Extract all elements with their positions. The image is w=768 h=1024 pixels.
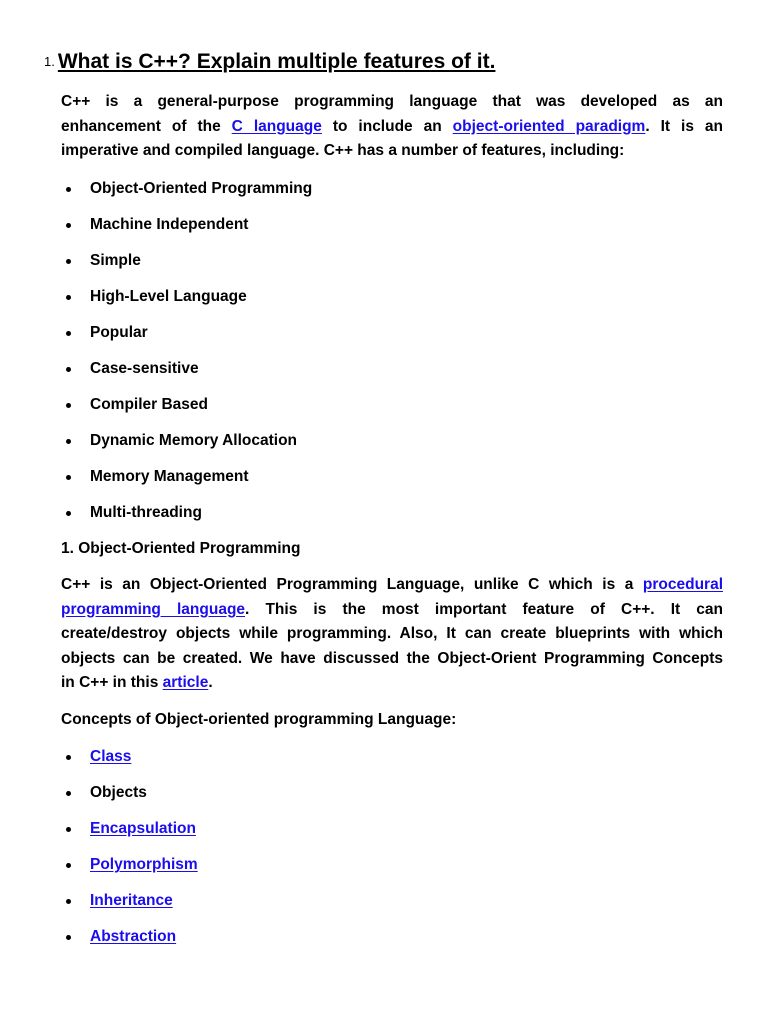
features-list <box>0 177 768 537</box>
bullet-icon <box>66 187 71 192</box>
oop-text: C++ is an Object-Oriented Programming Language, unlike C which is a <box>61 576 643 593</box>
bullet-icon <box>66 863 71 868</box>
concept-link-polymorphism[interactable]: Polymorphism <box>90 856 198 873</box>
feature-label: Memory Management <box>90 468 249 485</box>
feature-item <box>0 249 768 285</box>
page-heading <box>44 50 495 74</box>
feature-label: Machine Independent <box>90 216 249 233</box>
section-1-title: 1. Object-Oriented Programming <box>61 540 301 557</box>
feature-label: Case-sensitive <box>90 360 199 377</box>
concept-item <box>0 925 768 961</box>
intro-text: enhancement of the <box>61 117 232 135</box>
bullet-icon <box>66 367 71 372</box>
concept-link-abstraction[interactable]: Abstraction <box>90 928 177 945</box>
bullet-icon <box>66 899 71 904</box>
feature-label: Object-Oriented Programming <box>90 180 313 197</box>
bullet-icon <box>66 331 71 336</box>
c-language-link[interactable]: C language <box>231 117 322 135</box>
intro-line-1: C++ is a general-purpose programming language that was developed as an <box>61 93 723 110</box>
oop-text: . <box>208 674 213 691</box>
concept-item <box>0 889 768 925</box>
concept-item <box>0 781 768 817</box>
bullet-icon <box>66 755 71 760</box>
feature-label: Popular <box>90 324 148 341</box>
bullet-icon <box>66 295 71 300</box>
concept-label-objects: Objects <box>90 784 147 801</box>
feature-label: Multi-threading <box>90 504 202 521</box>
bullet-icon <box>66 475 71 480</box>
concept-item <box>0 817 768 853</box>
oop-line-5 <box>61 671 723 696</box>
intro-line-2 <box>61 115 723 140</box>
oop-line-2 <box>61 598 723 623</box>
oop-text: in C++ in this <box>61 674 163 691</box>
concept-item <box>0 853 768 889</box>
programming-language-link[interactable]: programming language <box>61 600 246 618</box>
bullet-icon <box>66 259 71 264</box>
oop-line-4: objects can be created. We have discussed the Object-Orient Programming Concepts <box>61 649 723 667</box>
feature-item <box>0 501 768 537</box>
concept-link-encapsulation[interactable]: Encapsulation <box>90 820 196 837</box>
oop-line-1 <box>61 573 723 598</box>
concept-link-inheritance[interactable]: Inheritance <box>90 892 173 909</box>
feature-label: Dynamic Memory Allocation <box>90 432 298 449</box>
feature-item <box>0 429 768 465</box>
concepts-list <box>0 745 768 961</box>
feature-label: High-Level Language <box>90 288 247 305</box>
concept-item <box>0 745 768 781</box>
feature-item <box>0 357 768 393</box>
object-oriented-paradigm-link[interactable]: object-oriented paradigm <box>452 117 646 135</box>
heading-number: 1. <box>44 54 55 69</box>
feature-item <box>0 213 768 249</box>
feature-item <box>0 465 768 501</box>
oop-text: . This is the most important feature of C++. It can <box>245 600 723 618</box>
heading-title: What is C++? Explain multiple features of it. <box>57 50 496 73</box>
feature-label: Compiler Based <box>90 396 209 413</box>
bullet-icon <box>66 511 71 516</box>
bullet-icon <box>66 827 71 832</box>
feature-item <box>0 393 768 429</box>
intro-text: . It is an <box>645 117 723 135</box>
intro-paragraph <box>61 90 723 164</box>
bullet-icon <box>66 223 71 228</box>
feature-item <box>0 177 768 213</box>
bullet-icon <box>66 791 71 796</box>
concept-link-class[interactable]: Class <box>90 748 132 765</box>
bullet-icon <box>66 403 71 408</box>
bullet-icon <box>66 935 71 940</box>
concepts-title: Concepts of Object-oriented programming Language: <box>61 711 457 728</box>
oop-paragraph <box>61 573 723 696</box>
intro-line-3: imperative and compiled language. C++ has a number of features, including: <box>61 142 625 159</box>
oop-line-3: create/destroy objects while programming. Also, It can create blueprints with which <box>61 625 723 642</box>
article-link[interactable]: article <box>162 674 209 691</box>
feature-item <box>0 321 768 357</box>
bullet-icon <box>66 439 71 444</box>
intro-text: to include an <box>321 117 453 135</box>
feature-item <box>0 285 768 321</box>
feature-label: Simple <box>90 252 141 269</box>
procedural-link[interactable]: procedural <box>642 576 723 593</box>
